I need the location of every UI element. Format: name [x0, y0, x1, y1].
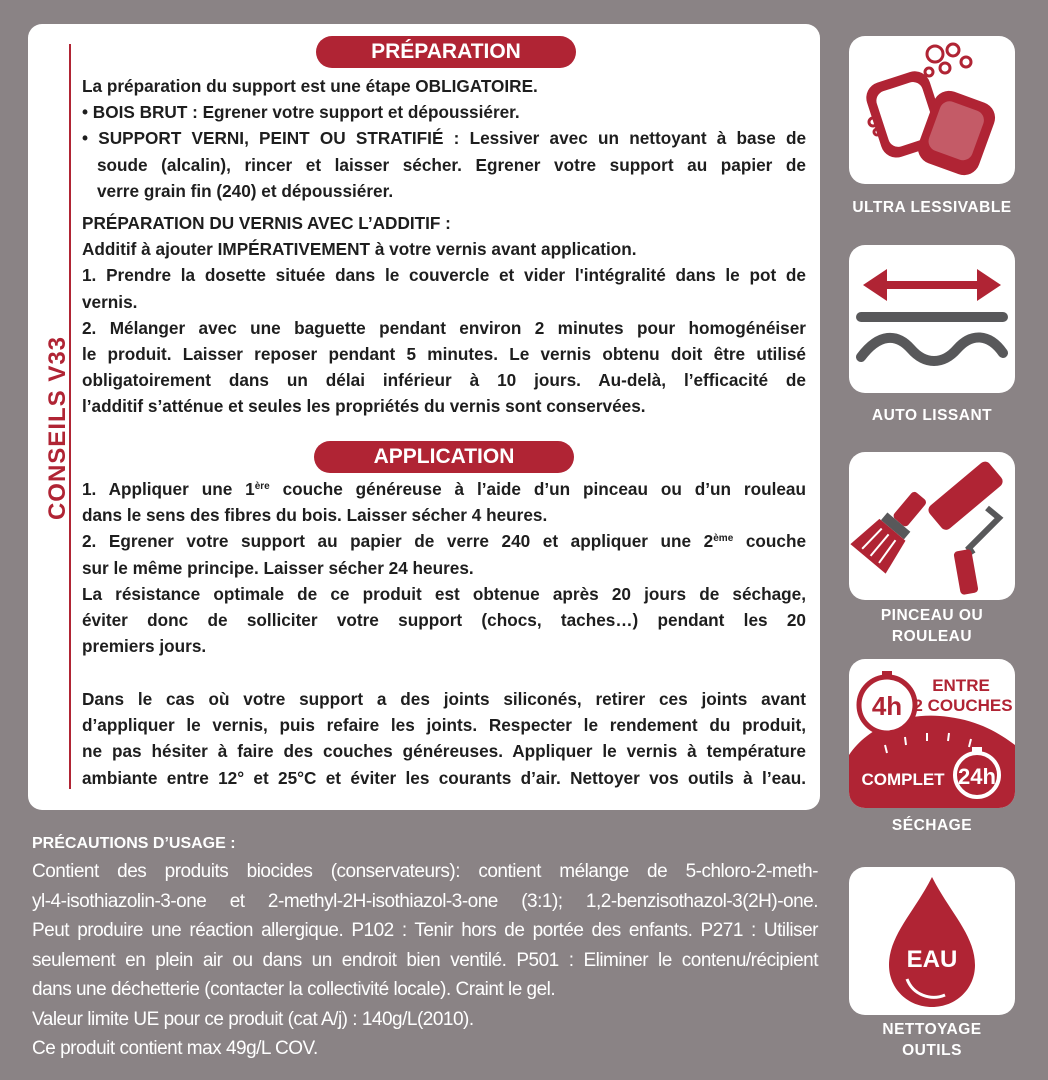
text-line: premiers jours.: [82, 636, 207, 657]
text-line: soude (alcalin), rincer et laisser sécher. Egrener votre support au papier de: [97, 154, 806, 175]
joints-text: [82, 686, 806, 791]
text-line: • BOIS BRUT : Egrener votre support et dépoussiérer.: [82, 102, 520, 123]
text-line: • SUPPORT VERNI, PEINT OU STRATIFIÉ : Lessiver avec un nettoyant à base de: [82, 128, 806, 149]
additif-text: [82, 210, 806, 420]
text-line: dans le sens des fibres du bois. Laisser sécher 4 heures.: [82, 505, 548, 526]
application-text: [82, 476, 806, 659]
text-line: vernis.: [82, 291, 138, 312]
brush-roller-icon: [849, 452, 1015, 600]
text-line: sur le même principe. Laisser sécher 24 heures.: [82, 557, 474, 578]
text-line: 1. Prendre la dosette située dans le couvercle et vider l'intégralité dans le pot de: [82, 265, 806, 286]
text-line: éviter donc de solliciter votre support (chocs, taches…) pendant les 20: [82, 609, 806, 630]
text-line: d’appliquer le vernis, puis refaire les joints. Respecter le rendement du produit,: [82, 715, 806, 736]
water-drop-tile: [849, 867, 1015, 1015]
svg-text:2 COUCHES: 2 COUCHES: [913, 696, 1013, 715]
text-line: Ce produit contient max 49g/L COV.: [32, 1038, 318, 1059]
side-label: CONSEILS V33: [44, 335, 71, 521]
brush-roller-label: PINCEAU OU ROULEAU: [880, 607, 984, 645]
text-line: La résistance optimale de ce produit est obtenue après 20 jours de séchage,: [82, 583, 806, 604]
brush-roller-tile: [849, 452, 1015, 600]
text-line: obligatoirement dans un délai inférieur à 10 jours. Au-delà, l’efficacité de: [82, 370, 806, 391]
text-line: Additif à ajouter IMPÉRATIVEMENT à votre vernis avant application.: [82, 239, 637, 260]
sponge-icon: [849, 36, 1015, 184]
water-drop-label: NETTOYAGE OUTILS: [882, 1021, 982, 1059]
drying-timer-icon: [849, 659, 1015, 808]
sponge-label: ULTRA LESSIVABLE: [852, 199, 1012, 216]
text-line: ne pas hésiter à faire des couches généreuses. Appliquer le vernis à température: [82, 741, 806, 762]
svg-text:EAU: EAU: [906, 946, 958, 973]
preparation-heading: PRÉPARATION: [316, 36, 576, 68]
text-line: PRÉPARATION DU VERNIS AVEC L’ADDITIF :: [82, 213, 451, 233]
sponge-tile: [849, 36, 1015, 184]
text-line: 2. Egrener votre support au papier de verre 240 et appliquer une 2ème couche: [82, 531, 807, 552]
preparation-text: [82, 73, 806, 204]
self-leveling-tile: [849, 245, 1015, 393]
water-drop-icon: [849, 867, 1015, 1015]
application-heading: APPLICATION: [314, 441, 574, 473]
drying-tile: [849, 659, 1015, 808]
svg-text:ENTRE: ENTRE: [932, 676, 990, 695]
text-line: dans une déchetterie (contacter la collectivité locale). Craint le gel.: [32, 979, 556, 1000]
text-line: ambiante entre 12° et 25°C et éviter les courants d’air. Nettoyer vos outils à l’eau.: [82, 767, 806, 788]
text-line: 2. Mélanger avec une baguette pendant environ 2 minutes pour homogénéiser: [82, 317, 806, 338]
text-line: le produit. Laisser reposer pendant 5 minutes. Le vernis obtenu doit être utilisé: [82, 343, 806, 364]
text-line: 1. Appliquer une 1ère couche généreuse à l’aide d’un pinceau ou d’un rouleau: [82, 479, 806, 499]
drying-label: SÉCHAGE: [891, 817, 973, 834]
text-line: La préparation du support est une étape OBLIGATOIRE.: [82, 76, 538, 96]
svg-text:4h: 4h: [871, 691, 903, 721]
advice-panel: [28, 24, 820, 810]
text-line: seulement en plein air ou dans un endroit bien ventilé. P501 : Eliminer le contenu/récipient: [32, 949, 818, 971]
text-line: Dans le cas où votre support a des joints siliconés, retirer ces joints avant: [82, 689, 806, 709]
svg-text:COMPLET: COMPLET: [861, 770, 945, 789]
precautions-section: [32, 833, 818, 1064]
text-line: Contient des produits biocides (conservateurs): contient mélange de 5-chloro-2-meth-: [32, 861, 818, 882]
self-leveling-label: AUTO LISSANT: [871, 407, 993, 424]
text-line: yl-4-isothiazolin-3-one et 2-methyl-2H-isothiazol-3-one (3:1); 1,2-benzisothazol-3(2H)-one.: [32, 890, 818, 912]
text-line: Valeur limite UE pour ce produit (cat A/j) : 140g/L(2010).: [32, 1008, 474, 1030]
text-line: l’additif s’atténue et seules les propriétés du vernis sont conservées.: [82, 396, 646, 417]
text-line: Peut produire une réaction allergique. P102 : Tenir hors de portée des enfants. P271 : Utiliser: [32, 920, 818, 941]
svg-text:24h: 24h: [958, 764, 996, 789]
text-line: verre grain fin (240) et dépoussiérer.: [97, 180, 394, 201]
precautions-title: PRÉCAUTIONS D’USAGE :: [32, 835, 236, 852]
self-leveling-icon: [849, 245, 1015, 393]
